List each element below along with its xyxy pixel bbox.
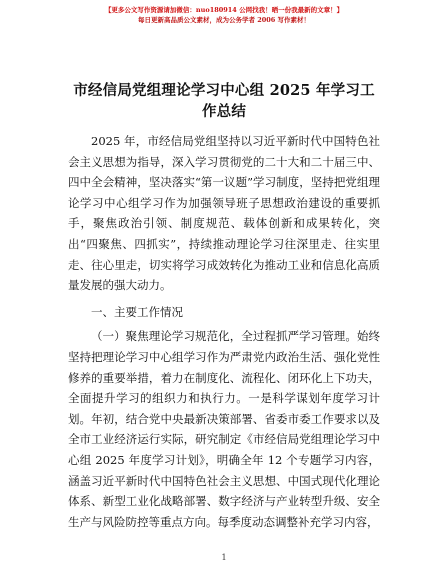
promo-banner [0,5,448,25]
page-number: 1 [221,553,227,562]
section-heading: 一、主要工作情况 [91,304,183,319]
intro-paragraph: 2025 年，市经信局党组坚持以习近平新时代中国特色社会主义思想为指导，深入学习贯彻党的二十大和二十届三中、四中全会精神，坚决落实“第一议题”学习制度，坚持把党组理论学习中心组学习作为加强领导班子思想政治建设的重要抓手，聚焦政治引领、制度规范、载体创新和成果转化，突出“四聚焦、四抓实”，持续推动理论学习往深里走、往实里走、往心里走，切实将学习成效转化为推动工业和信息化高质量发展的强大动力。 [68,134,380,293]
document-page [68,80,380,532]
promo-banner-line-2: 每日更新高品质公文素材，成为公务学者 2006 写作素材！ [137,16,311,24]
promo-banner-line-1: 【更多公文写作资源请加微信：nuo180914 公网找我！晒一份我最新的文章！】 [104,6,344,14]
body-paragraph: （一）聚焦理论学习规范化，全过程抓严学习管理。始终坚持把理论学习中心组学习作为严肃党内政治生活、强化党性修养的重要举措，着力在制度化、流程化、闭环化上下功夫，全面提升学习的组织力和执行力。一是科学谋划年度学习计划。年初，结合党中央最新决策部署、省委市委工作要求以及全市工业经济运行实际，研究制定《市经信局党组理论学习中心组 2025 年度学习计划》，明确全年 12 个专题学习内容，涵盖习近平新时代中国特色社会主义思想、中国式现代化理论体系、新型工业化战略部署、数字经济与产业转型升级、安全生产与风险防控等重点方向。每季度动态调整补充学习内容， [68,329,380,529]
document-title: 市经信局党组理论学习中心组 2025 年学习工作总结 [73,82,375,120]
